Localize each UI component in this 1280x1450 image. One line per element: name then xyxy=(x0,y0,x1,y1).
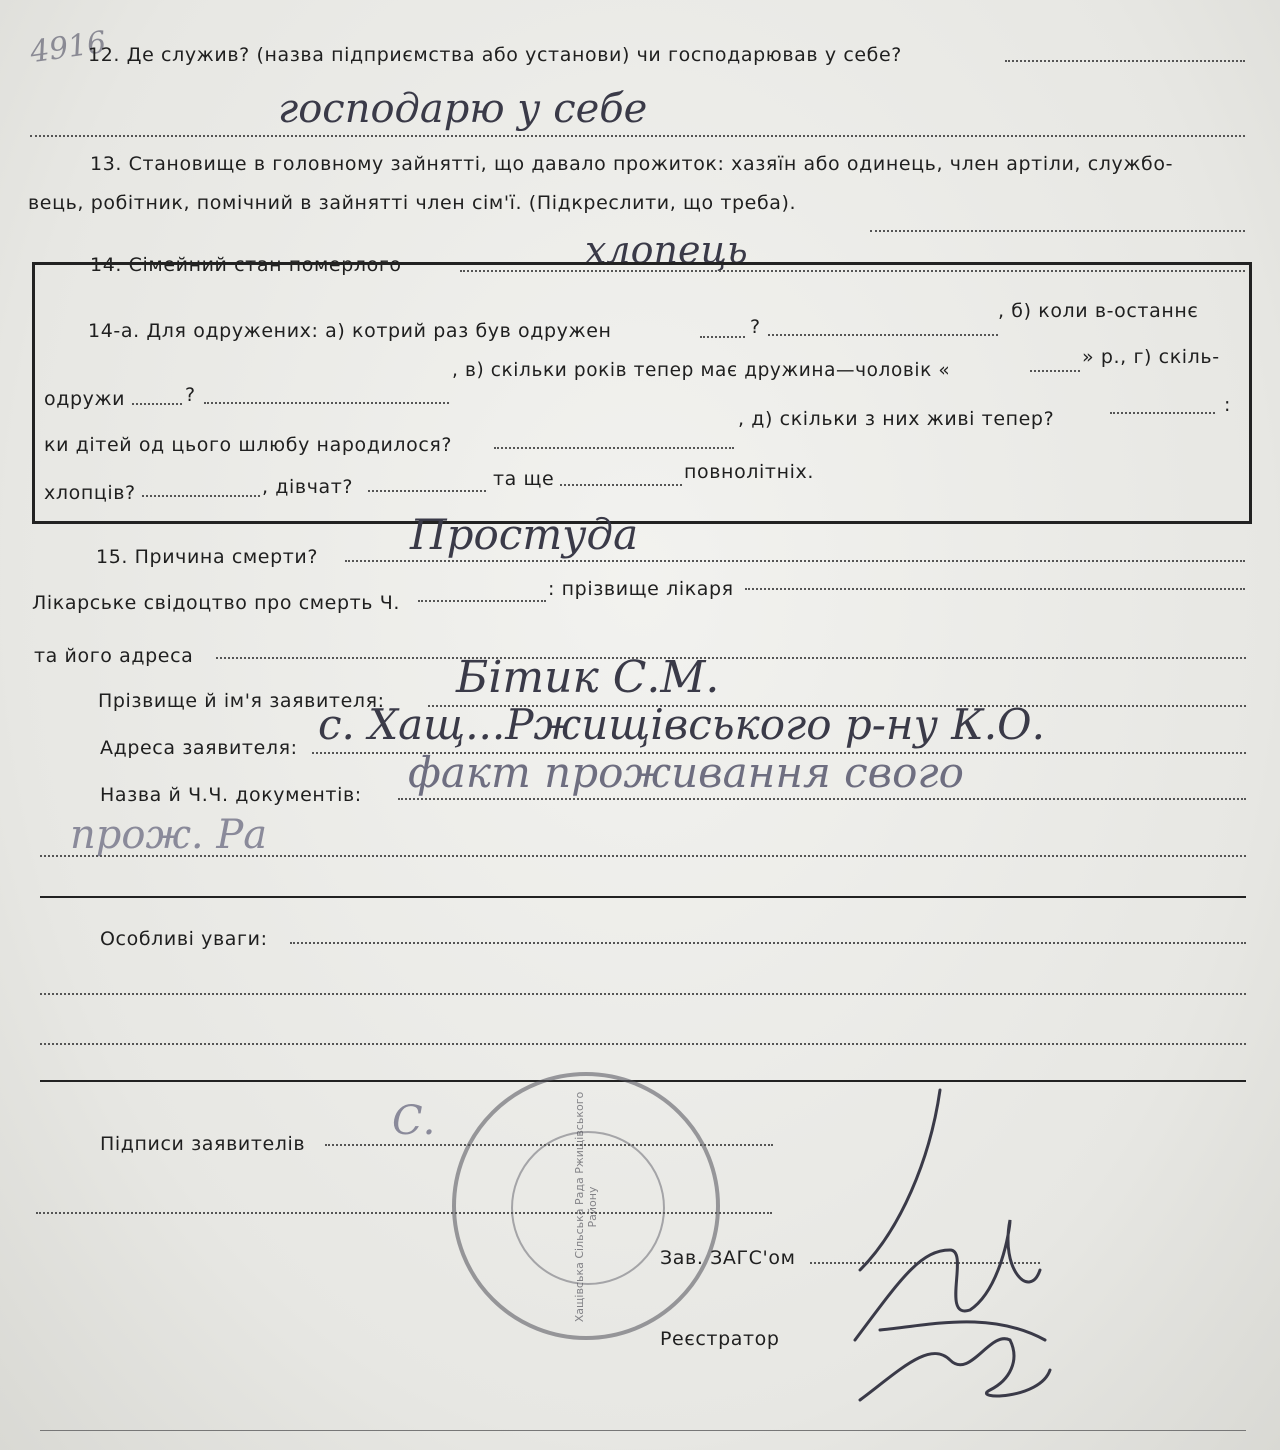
q13-line1: 13. Становище в головному зайнятті, що давало прожиток: хазяїн або одинець, член артіли, службо- xyxy=(90,153,1174,175)
q12-label: 12. Де служив? (назва підприємства або установи) чи господарював у себе? xyxy=(88,44,902,66)
head-signature-scribble xyxy=(840,1080,1060,1420)
remarks-label: Особливі уваги: xyxy=(100,928,268,950)
applicant-docs-dots xyxy=(398,798,1246,800)
q14a-line2-a: одружи xyxy=(44,388,126,410)
applicants-signature-dots-1 xyxy=(325,1144,773,1146)
stamp-text: Хащівська Сільська Рада Ржищівського Району xyxy=(573,1091,599,1323)
applicant-docs-dots-2 xyxy=(40,855,1246,857)
applicants-signature-dots-2 xyxy=(36,1212,772,1214)
medical-label-a: Лікарське свідоцтво про смерть Ч. xyxy=(32,592,400,614)
doctor-address-label: та його адреса xyxy=(34,645,194,667)
q14a-line2-dots-1 xyxy=(132,403,182,405)
applicant-name-value: Бітик С.М. xyxy=(456,652,720,703)
remarks-dots-2 xyxy=(40,993,1246,995)
applicant-name-label: Прізвище й ім'я заявителя: xyxy=(98,690,385,712)
applicant-docs-label: Назва й Ч.Ч. документів: xyxy=(100,784,362,806)
q13-dotted-line xyxy=(870,230,1245,232)
section-divider-1 xyxy=(40,896,1246,898)
q14a-line2-b: ? xyxy=(185,384,196,406)
q14a-line1-dots-2 xyxy=(768,334,998,336)
q14a-line4-d: повнолітніх. xyxy=(684,461,814,483)
q12-answer-line xyxy=(30,135,1245,137)
q14a-line2-dots-3 xyxy=(1030,370,1080,372)
remarks-dots-1 xyxy=(290,942,1246,944)
bottom-edge-line xyxy=(40,1430,1246,1431)
official-round-stamp xyxy=(452,1072,720,1340)
applicants-signature-value: С. xyxy=(392,1098,436,1144)
q14a-line1-b: ? xyxy=(750,316,761,338)
q14a-line2-d: » р., г) скіль- xyxy=(1082,346,1220,368)
q14a-line4-dots-2 xyxy=(368,490,486,492)
q14-label: 14. Сімейний стан померлого xyxy=(90,254,402,276)
q15-label: 15. Причина смерти? xyxy=(96,546,319,568)
q14a-line1-a: 14-а. Для одружених: а) котрий раз був одружен xyxy=(88,320,612,342)
q14a-line3-b: , д) скільки з них живі тепер? xyxy=(738,408,1055,430)
q14a-line1-dots-1 xyxy=(700,336,745,338)
head-signature-label: Зав. ЗАГС'ом xyxy=(660,1247,796,1269)
doctor-address-dots xyxy=(216,657,1246,659)
remarks-dots-3 xyxy=(40,1043,1246,1045)
q14a-line4-c: та ще xyxy=(493,468,555,490)
q12-answer: господарю у себе xyxy=(278,86,648,132)
q14a-line3-dots-1 xyxy=(494,447,734,449)
q14a-line4-b: , дівчат? xyxy=(262,476,354,498)
applicant-docs-value-1: факт проживання свого xyxy=(408,748,964,797)
applicants-signature-label: Підписи заявителів xyxy=(100,1133,306,1155)
q14-answer: хлопець xyxy=(585,228,748,272)
q14a-line4-dots-3 xyxy=(560,484,682,486)
q14a-line2-c: , в) скільки років тепер має дружина—чоловік « xyxy=(452,360,951,381)
applicant-address-label: Адреса заявителя: xyxy=(100,737,298,759)
section-divider-2 xyxy=(40,1080,1246,1082)
q14a-line3-a: ки дітей од цього шлюбу народилося? xyxy=(44,434,453,456)
q13-line2: вець, робітник, помічний в зайнятті член сім'ї. (Підкреслити, що треба). xyxy=(28,192,797,214)
q14a-line2-dots-2 xyxy=(204,402,449,404)
q14a-line4-a: хлопців? xyxy=(44,482,136,504)
applicant-docs-value-2: прож. Ра xyxy=(70,812,268,858)
q14a-line3-dots-2 xyxy=(1110,412,1215,414)
q15-answer: Простуда xyxy=(410,510,639,559)
medical-label-b: : прізвище лікаря xyxy=(548,578,734,600)
q14a-line3-c: : xyxy=(1224,394,1232,416)
medical-number-dots xyxy=(418,600,546,602)
registrar-signature-label: Реєстратор xyxy=(660,1328,780,1350)
q14a-line1-c: , б) коли в-останнє xyxy=(998,300,1199,322)
q12-dotted-line xyxy=(1005,60,1245,62)
doctor-name-dots xyxy=(745,588,1245,590)
corner-note: 4916 xyxy=(27,24,109,71)
applicant-address-value: с. Хащ...Ржищівського р-ну К.О. xyxy=(318,700,1045,749)
q14a-line4-dots-1 xyxy=(142,495,260,497)
q15-dotted-line xyxy=(345,560,1245,562)
